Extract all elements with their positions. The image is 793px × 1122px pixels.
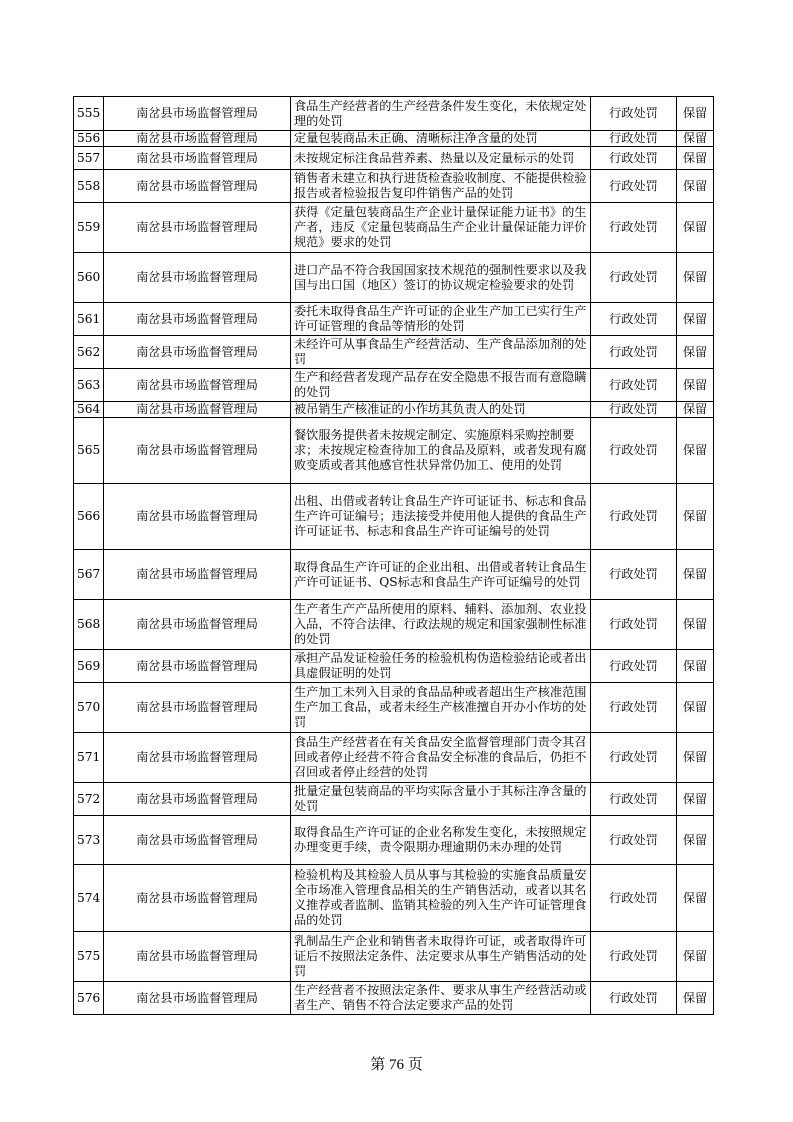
status-cell: 保留: [677, 650, 714, 683]
status-cell: 保留: [677, 303, 714, 336]
department-cell: 南岔县市场监督管理局: [104, 402, 291, 418]
penalty-item-cell: 餐饮服务提供者未按规定制定、实施原料采购控制要求；未按规定检查待加工的食品及原料，或者发现有腐败变质或者其他感官性状异常仍加工、使用的处罚: [291, 418, 591, 484]
status-cell: 保留: [677, 131, 714, 147]
status-cell: 保留: [677, 484, 714, 550]
department-cell: 南岔县市场监督管理局: [104, 131, 291, 147]
authority-type-cell: 行政处罚: [591, 865, 677, 932]
row-number-cell: 572: [74, 783, 104, 816]
status-cell: 保留: [677, 816, 714, 865]
department-cell: 南岔县市场监督管理局: [104, 865, 291, 932]
authority-type-cell: 行政处罚: [591, 203, 677, 253]
penalty-item-cell: 被吊销生产核准证的小作坊其负责人的处罚: [291, 402, 591, 418]
department-cell: 南岔县市场监督管理局: [104, 303, 291, 336]
status-cell: 保留: [677, 550, 714, 600]
penalty-item-cell: 进口产品不符合我国国家技术规范的强制性要求以及我国与出口国（地区）签订的协议规定检验要求的处罚: [291, 253, 591, 303]
department-cell: 南岔县市场监督管理局: [104, 932, 291, 982]
table-row: [74, 147, 714, 170]
penalty-item-cell: 定量包装商品未正确、清晰标注净含量的处罚: [291, 131, 591, 147]
department-cell: 南岔县市场监督管理局: [104, 600, 291, 650]
status-cell: 保留: [677, 932, 714, 982]
penalty-item-cell: 未经许可从事食品生产经营活动、生产食品添加剂的处罚: [291, 336, 591, 369]
penalty-item-cell: 销售者未建立和执行进货检查验收制度、不能提供检验报告或者检验报告复印件销售产品的处罚: [291, 170, 591, 203]
authority-type-cell: 行政处罚: [591, 97, 677, 131]
authority-type-cell: 行政处罚: [591, 147, 677, 170]
table-row: [74, 932, 714, 982]
penalty-item-cell: 生产加工未列入目录的食品品种或者超出生产核准范围生产加工食品，或者未经生产核准擅自开办小作坊的处罚: [291, 683, 591, 733]
penalty-item-cell: 承担产品发证检验任务的检验机构伪造检验结论或者出具虚假证明的处罚: [291, 650, 591, 683]
table-row: [74, 600, 714, 650]
table-row: [74, 733, 714, 783]
row-number-cell: 564: [74, 402, 104, 418]
row-number-cell: 563: [74, 369, 104, 402]
department-cell: 南岔县市场监督管理局: [104, 783, 291, 816]
penalty-item-cell: 生产经营者不按照法定条件、要求从事生产经营活动或者生产、销售不符合法定要求产品的处罚: [291, 982, 591, 1015]
penalty-item-cell: 食品生产经营者在有关食品安全监督管理部门责令其召回或者停止经营不符合食品安全标准的食品后，仍拒不召回或者停止经营的处罚: [291, 733, 591, 783]
penalty-item-cell: 取得食品生产许可证的企业出租、出借或者转让食品生产许可证证书、QS标志和食品生产许可证编号的处罚: [291, 550, 591, 600]
department-cell: 南岔县市场监督管理局: [104, 147, 291, 170]
table-row: [74, 484, 714, 550]
row-number-cell: 574: [74, 865, 104, 932]
status-cell: 保留: [677, 733, 714, 783]
row-number-cell: 569: [74, 650, 104, 683]
status-cell: 保留: [677, 600, 714, 650]
table-row: [74, 97, 714, 131]
department-cell: 南岔县市场监督管理局: [104, 203, 291, 253]
table-row: [74, 550, 714, 600]
row-number-cell: 565: [74, 418, 104, 484]
status-cell: 保留: [677, 369, 714, 402]
row-number-cell: 562: [74, 336, 104, 369]
table-row: [74, 402, 714, 418]
row-number-cell: 555: [74, 97, 104, 131]
table-row: [74, 203, 714, 253]
table-row: [74, 336, 714, 369]
table-row: [74, 131, 714, 147]
status-cell: 保留: [677, 97, 714, 131]
row-number-cell: 575: [74, 932, 104, 982]
department-cell: 南岔县市场监督管理局: [104, 336, 291, 369]
row-number-cell: 558: [74, 170, 104, 203]
authority-type-cell: 行政处罚: [591, 683, 677, 733]
authority-type-cell: 行政处罚: [591, 402, 677, 418]
department-cell: 南岔县市场监督管理局: [104, 650, 291, 683]
authority-type-cell: 行政处罚: [591, 253, 677, 303]
department-cell: 南岔县市场监督管理局: [104, 816, 291, 865]
penalty-item-cell: 未按规定标注食品营养素、热量以及定量标示的处罚: [291, 147, 591, 170]
authority-type-cell: 行政处罚: [591, 733, 677, 783]
authority-type-cell: 行政处罚: [591, 932, 677, 982]
penalty-item-cell: 生产和经营者发现产品存在安全隐患不报告而有意隐瞒的处罚: [291, 369, 591, 402]
authority-type-cell: 行政处罚: [591, 650, 677, 683]
row-number-cell: 561: [74, 303, 104, 336]
department-cell: 南岔县市场监督管理局: [104, 418, 291, 484]
status-cell: 保留: [677, 170, 714, 203]
status-cell: 保留: [677, 336, 714, 369]
department-cell: 南岔县市场监督管理局: [104, 253, 291, 303]
authority-type-cell: 行政处罚: [591, 982, 677, 1015]
status-cell: 保留: [677, 147, 714, 170]
row-number-cell: 567: [74, 550, 104, 600]
row-number-cell: 556: [74, 131, 104, 147]
table-row: [74, 303, 714, 336]
penalty-item-cell: 委托未取得食品生产许可证的企业生产加工已实行生产许可证管理的食品等情形的处罚: [291, 303, 591, 336]
authority-type-cell: 行政处罚: [591, 170, 677, 203]
penalty-item-cell: 生产者生产产品所使用的原料、辅料、添加剂、农业投入品，不符合法律、行政法规的规定和国家强制性标准的处罚: [291, 600, 591, 650]
table-row: [74, 783, 714, 816]
table-row: [74, 683, 714, 733]
authority-type-cell: 行政处罚: [591, 600, 677, 650]
row-number-cell: 566: [74, 484, 104, 550]
department-cell: 南岔县市场监督管理局: [104, 550, 291, 600]
status-cell: 保留: [677, 402, 714, 418]
row-number-cell: 557: [74, 147, 104, 170]
table-row: [74, 865, 714, 932]
penalty-items-table: [73, 96, 714, 1015]
authority-type-cell: 行政处罚: [591, 131, 677, 147]
authority-type-cell: 行政处罚: [591, 783, 677, 816]
table-row: [74, 650, 714, 683]
table-row: [74, 418, 714, 484]
penalty-item-cell: 出租、出借或者转让食品生产许可证证书、标志和食品生产许可证编号；违法接受并使用他人提供的食品生产许可证证书、标志和食品生产许可证编号的处罚: [291, 484, 591, 550]
row-number-cell: 573: [74, 816, 104, 865]
row-number-cell: 571: [74, 733, 104, 783]
row-number-cell: 560: [74, 253, 104, 303]
status-cell: 保留: [677, 683, 714, 733]
authority-type-cell: 行政处罚: [591, 303, 677, 336]
status-cell: 保留: [677, 418, 714, 484]
table-row: [74, 369, 714, 402]
department-cell: 南岔县市场监督管理局: [104, 733, 291, 783]
status-cell: 保留: [677, 982, 714, 1015]
department-cell: 南岔县市场监督管理局: [104, 982, 291, 1015]
authority-type-cell: 行政处罚: [591, 550, 677, 600]
department-cell: 南岔县市场监督管理局: [104, 683, 291, 733]
penalty-item-cell: 批量定量包装商品的平均实际含量小于其标注净含量的处罚: [291, 783, 591, 816]
authority-type-cell: 行政处罚: [591, 336, 677, 369]
department-cell: 南岔县市场监督管理局: [104, 484, 291, 550]
authority-type-cell: 行政处罚: [591, 484, 677, 550]
status-cell: 保留: [677, 783, 714, 816]
table-row: [74, 982, 714, 1015]
department-cell: 南岔县市场监督管理局: [104, 170, 291, 203]
penalty-item-cell: 食品生产经营者的生产经营条件发生变化，未依规定处理的处罚: [291, 97, 591, 131]
status-cell: 保留: [677, 865, 714, 932]
penalty-item-cell: 检验机构及其检验人员从事与其检验的实施食品质量安全市场准入管理食品相关的生产销售活动，或者以其名义推荐或者监制、监销其检验的列入生产许可证管理食品的处罚: [291, 865, 591, 932]
table-row: [74, 253, 714, 303]
penalty-item-cell: 乳制品生产企业和销售者未取得许可证，或者取得许可证后不按照法定条件、法定要求从事生产销售活动的处罚: [291, 932, 591, 982]
department-cell: 南岔县市场监督管理局: [104, 369, 291, 402]
page-number: 第 76 页: [370, 1057, 423, 1073]
status-cell: 保留: [677, 253, 714, 303]
penalty-item-cell: 获得《定量包装商品生产企业计量保证能力证书》的生产者，违反《定量包装商品生产企业计量保证能力评价规范》要求的处罚: [291, 203, 591, 253]
table-row: [74, 816, 714, 865]
department-cell: 南岔县市场监督管理局: [104, 97, 291, 131]
row-number-cell: 559: [74, 203, 104, 253]
authority-type-cell: 行政处罚: [591, 816, 677, 865]
table-body: [74, 97, 714, 1015]
penalty-item-cell: 取得食品生产许可证的企业名称发生变化，未按照规定办理变更手续，责令限期办理逾期仍未办理的处罚: [291, 816, 591, 865]
authority-type-cell: 行政处罚: [591, 369, 677, 402]
row-number-cell: 570: [74, 683, 104, 733]
row-number-cell: 576: [74, 982, 104, 1015]
row-number-cell: 568: [74, 600, 104, 650]
status-cell: 保留: [677, 203, 714, 253]
authority-type-cell: 行政处罚: [591, 418, 677, 484]
table-row: [74, 170, 714, 203]
